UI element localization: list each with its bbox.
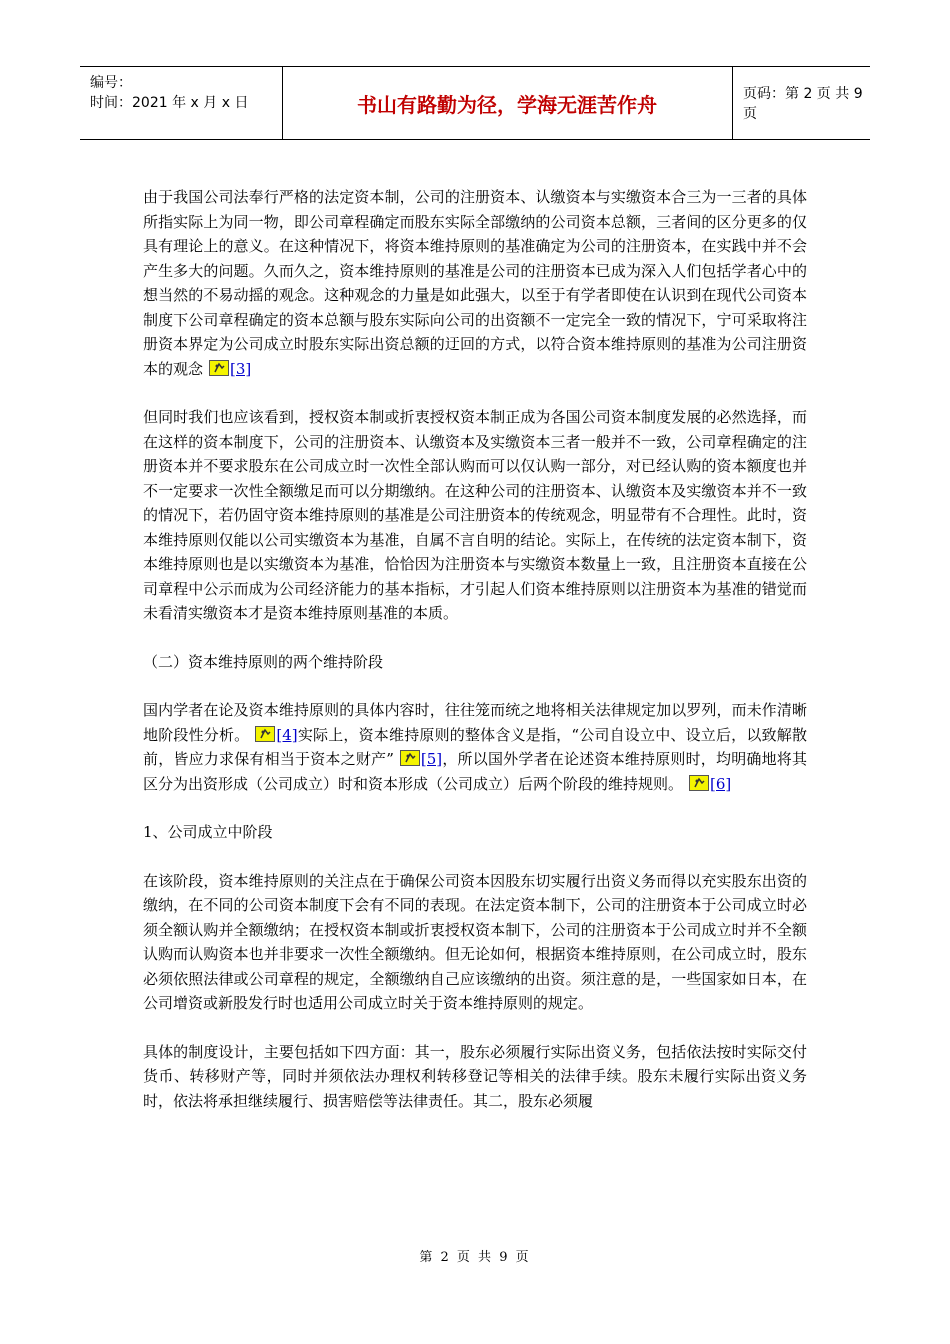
page-footer: 第 2 页 共 9 页 (419, 1250, 531, 1265)
paragraph-5: 具体的制度设计，主要包括如下四方面：其一，股东必须履行实际出资义务，包括依法按时实际交付货币、转移财产等，同时并须依法办理权利转移登记等相关的法律手续。股东未履行实际出资义务时，依法将承担继续履行、损害赔偿等法律责任。其二，股东必须履 (143, 1042, 807, 1110)
paragraph-3-text-b: 实际上，资本维持原则的整体含义是指，“公司自设立中、设立后，以致解散前，皆应力求保有相当于资本之财产” (143, 725, 807, 768)
section-heading-2: （二）资本维持原则的两个维持阶段 (143, 652, 384, 671)
reference-link-5[interactable]: [5] (420, 750, 443, 768)
paragraph-4: 在该阶段，资本维持原则的关注点在于确保公司资本因股东切实履行出资义务而得以充实股东出资的缴纳，在不同的公司资本制度下会有不同的表现。在法定资本制下，公司的注册资本于公司成立时必须全额认购并全额缴纳；在授权资本制或折衷授权资本制下，公司的注册资本于公司成立时并不全额认购而认购资本也并非要求一次性全额缴纳。但无论如何，根据资本维持原则，在公司成立时，股东必须依照法律或公司章程的规定，全额缴纳自己应该缴纳的出资。须注意的是，一些国家如日本，在公司增资或新股发行时也适用公司成立时关于资本维持原则的规定。 (143, 871, 807, 1012)
reference-link-6[interactable]: [6] (710, 774, 732, 793)
paragraph-3 (143, 698, 807, 796)
page-header (80, 66, 870, 140)
header-date: 时间：2021 年 x 月 x 日 (90, 95, 249, 111)
paragraph-1 (143, 185, 807, 381)
document-body (143, 185, 807, 1137)
reference-link-3[interactable]: [3] (230, 359, 252, 378)
footnote-icon[interactable] (209, 360, 229, 376)
header-page-info: 页码：第 2 页 共 9 页 (743, 86, 863, 122)
footnote-icon[interactable] (689, 775, 709, 791)
paragraph-1-text: 由于我国公司法奉行严格的法定资本制，公司的注册资本、认缴资本与实缴资本合三为一三者的具体所指实际上为同一物，即公司章程确定而股东实际全部缴纳的公司资本总额，三者间的区分更多的仅具有理论上的意义。在这种情况下，将资本维持原则的基准确定为公司的注册资本，在实践中并不会产生多大的问题。久而久之，资本维持原则的基准是公司的注册资本已成为深入人们包括学者心中的想当然的不易动摇的观念。这种观念的力量是如此强大，以至于有学者即使在认识到在现代公司资本制度下公司章程确定的资本总额与股东实际向公司的出资额不一定完全一致的情况下，宁可采取将注册资本界定为公司成立时股东实际出资总额的迂回的方式，以符合资本维持原则的基准为公司注册资本的观念 (143, 188, 807, 378)
footnote-icon[interactable] (255, 726, 275, 742)
header-motto: 书山有路勤为径，学海无涯苦作舟 (282, 67, 733, 139)
header-code: 编号： (90, 75, 132, 91)
paragraph-3-text-c: ，所以国外学者在论述资本维持原则时，均明确地将其区分为出资形成（公司成立）时和资本形成（公司成立）后两个阶段的维持规则。 (143, 750, 807, 793)
footnote-icon[interactable] (400, 750, 420, 766)
paragraph-2: 但同时我们也应该看到，授权资本制或折衷授权资本制正成为各国公司资本制度发展的必然选择，而在这样的资本制度下，公司的注册资本、认缴资本及实缴资本三者一般并不一致，公司章程确定的注册资本并不要求股东在公司成立时一次性全部认购而可以仅认购一部分，对已经认购的资本额度也并不一定要求一次性全额缴足而可以分期缴纳。在这种公司的注册资本、认缴资本及实缴资本并不一致的情况下，若仍固守资本维持原则的基准是公司注册资本的传统观念，明显带有不合理性。此时，资本维持原则仅能以公司实缴资本为基准，自属不言自明的结论。实际上，在传统的法定资本制下，资本维持原则也是以实缴资本为基准，恰恰因为注册资本与实缴资本数量上一致，且注册资本直接在公司章程中公示而成为公司经济能力的基本指标，才引起人们资本维持原则以注册资本为基准的错觉而未看清实缴资本才是资本维持原则基准的本质。 (143, 408, 807, 622)
section-heading-3: 1、公司成立中阶段 (143, 823, 273, 841)
header-meta (80, 67, 283, 139)
reference-link-4[interactable]: [4] (276, 725, 298, 744)
paragraph-3-text-a: 国内学者在论及资本维持原则的具体内容时，往往笼而统之地将相关法律规定加以罗列，而未作清晰地阶段性分析。 (143, 701, 807, 744)
